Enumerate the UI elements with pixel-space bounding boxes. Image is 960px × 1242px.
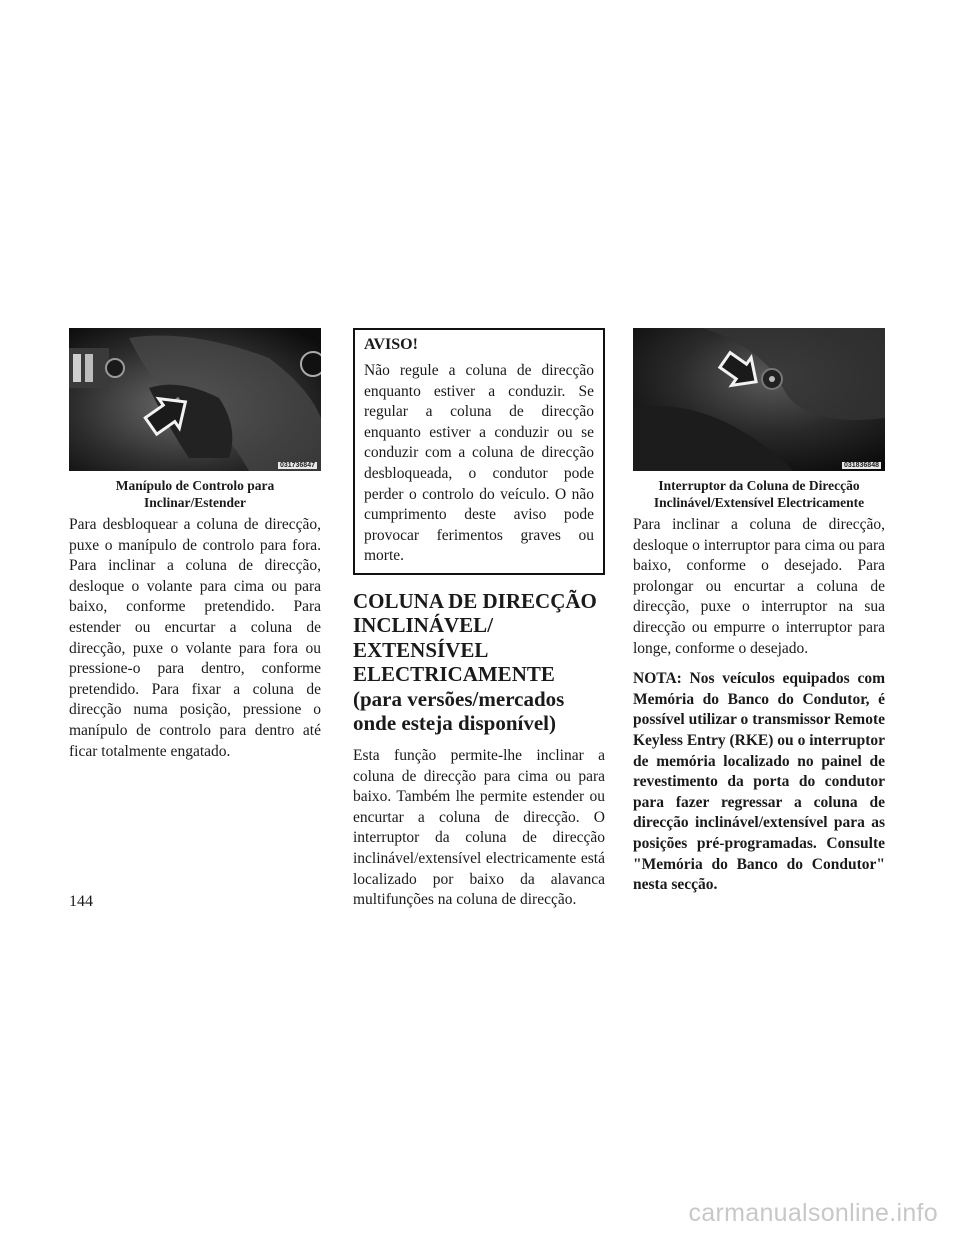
tilt-lever-photo [69,328,321,471]
page-number: 144 [69,893,93,910]
middle-column [353,328,605,911]
figure-caption: Manípulo de Controlo para Inclinar/Estender [115,478,275,510]
photo-code: 031836848 [843,462,879,469]
warning-text: Não regule a coluna de direcção enquanto estiver a conduzir. Se regular a coluna de direcção enquanto estiver a conduzir ou se conduzir com a coluna de direcção desbloqueada, o condutor pode perder o controlo do veículo. O não cumprimento deste aviso pode provocar ferimentos graves ou morte. [364,362,594,565]
photo-code: 031736847 [279,462,315,469]
body-paragraph: Para desbloquear a coluna de direcção, puxe o manípulo de controlo para fora. Para inclinar a coluna de direcção, desloque o volante para cima ou para baixo, conforme pretendido. Para estender ou encurtar a coluna de direcção, puxe o volante para fora ou pressione-o para dentro, conforme pretendido. Para fixar a coluna de direcção numa posição, pressione o manípulo de controlo para dentro até ficar totalmente engatado. [69,516,321,760]
power-switch-illustration [633,328,885,471]
body-paragraph: Para inclinar a coluna de direcção, desloque o interruptor para cima ou para baixo, conforme o desejado. Para prolongar ou encurtar a coluna de direcção, puxe o interruptor na sua direcção ou empurre o interruptor para longe, conforme o desejado. [633,516,885,657]
tilt-lever-illustration [69,328,321,471]
note-paragraph: NOTA: Nos veículos equipados com Memória do Banco do Condutor, é possível utilizar o transmissor Remote Keyless Entry (RKE) ou o interruptor de memória localizado no painel de revestimento da porta do condutor para fazer regressar a coluna de direcção inclinável/extensível para as posições pré-programadas. Consulte "Memória do Banco do Condutor" nesta secção. [633,670,885,894]
left-column [69,328,321,762]
right-column [633,328,885,896]
section-title: COLUNA DE DIRECÇÃO INCLINÁVEL/ EXTENSÍVEL ELECTRICAMENTE (para versões/mercados onde esteja disponível) [353,588,597,736]
figure-caption: Interruptor da Coluna de Direcção Inclinável/Extensível Electricamente [653,478,865,510]
body-paragraph: Esta função permite-lhe inclinar a coluna de direcção para cima ou para baixo. Também lhe permite estender ou encurtar a coluna de direcção. O interruptor da coluna de direcção inclinável/extensível electricamente está localizado por baixo da alavanca multifunções na coluna de direcção. [353,746,605,909]
warning-box [353,328,605,575]
watermark: carmanualsonline.info [688,1199,938,1227]
power-switch-photo [633,328,885,471]
warning-title: AVISO! [364,336,418,353]
